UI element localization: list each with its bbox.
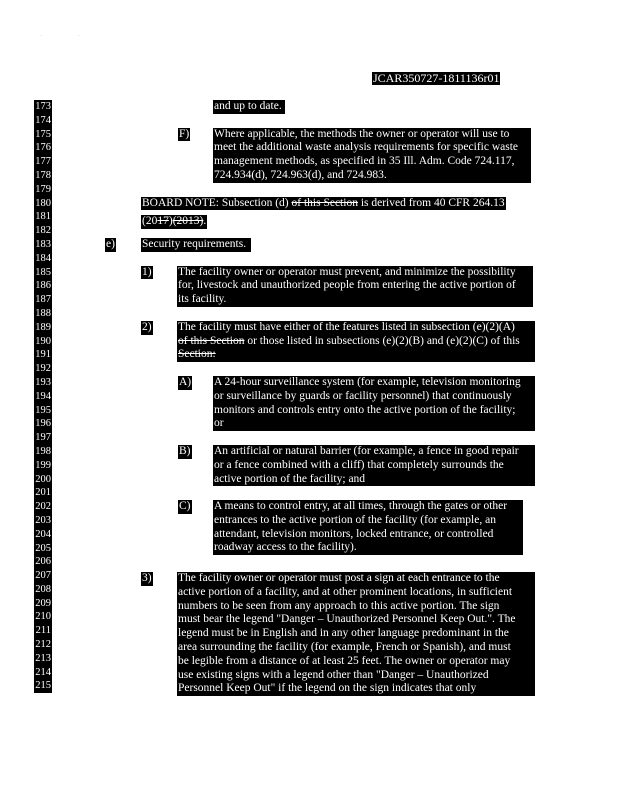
line-number: 186: [35, 280, 51, 292]
line-number: 185: [35, 266, 51, 278]
line-number: 206: [35, 556, 51, 568]
text-line: A means to control entry, at all times, through the gates or other: [214, 500, 508, 512]
line-number: 173: [35, 101, 51, 112]
line-number: 211: [35, 625, 51, 637]
text-line: attendant, television monitors, locked entrance, or controlled: [214, 527, 494, 540]
line-number: 207: [35, 570, 51, 582]
text-line: A 24-hour surveillance system (for example, television monitoring: [214, 376, 521, 388]
board-note-line-2: (2017)(2013).: [142, 215, 207, 228]
line-number: 175: [35, 128, 51, 140]
line-number: 204: [35, 528, 51, 540]
line-number: 193: [35, 376, 51, 388]
board-note: [141, 197, 526, 234]
text-line: numbers to be seen from any approach to this active portion. The sign: [178, 599, 500, 612]
document-id: JCAR350727-1811136r01: [373, 71, 500, 85]
paragraph-173: [213, 100, 285, 114]
board-note-line-1: BOARD NOTE: Subsection (d) of this Section is derived from 40 CFR 264.13: [142, 196, 505, 209]
text-line: Security requirements.: [142, 238, 247, 250]
line-number: 214: [35, 666, 51, 678]
line-number: 205: [35, 542, 51, 554]
line-number: 201: [35, 487, 51, 499]
line-number: 181: [35, 211, 51, 223]
text-line: must bear the legend "Danger – Unauthorized Personnel Keep Out.". The: [178, 613, 516, 626]
text-line: 724.934(d), 724.963(d), and 724.983.: [214, 168, 387, 181]
line-number: 179: [35, 183, 51, 195]
line-number: 208: [35, 583, 51, 595]
text-line: roadway access to the facility).: [214, 541, 357, 554]
line-number: 212: [35, 639, 51, 651]
text-line: An artificial or natural barrier (for example, a fence in good repair: [214, 445, 519, 457]
text-line: and up to date.: [214, 100, 282, 112]
text-line: management methods, as specified in 35 Ill. Adm. Code 724.117,: [214, 155, 515, 168]
line-number: 177: [35, 156, 51, 168]
item-label-b: B): [179, 445, 191, 457]
line-number: 215: [35, 680, 51, 692]
text-line: active portion of the facility; and: [214, 472, 366, 485]
text-line: its facility.: [178, 293, 227, 306]
line-number: 192: [35, 363, 51, 375]
text-line: or surveillance by guards or facility personnel) that continuously: [214, 389, 512, 402]
paragraph-e: [141, 238, 251, 252]
paragraph-3: [177, 572, 535, 696]
line-number: 178: [35, 169, 51, 181]
paragraph-b: [213, 445, 535, 486]
text-line: The facility owner or operator must post a sign at each entrance to the: [178, 572, 500, 584]
line-number: 203: [35, 514, 51, 526]
text-line: meet the additional waste analysis requirements for specific waste: [214, 141, 519, 154]
line-number: 199: [35, 459, 51, 471]
text-line: active portion of a facility, and at other prominent locations, in sufficient: [178, 585, 513, 598]
scan-mark: ·: [78, 33, 80, 40]
item-label-c: C): [179, 500, 191, 512]
line-number-column: [34, 100, 52, 693]
text-line: Personnel Keep Out" if the legend on the sign indicates that only: [178, 682, 477, 695]
text-line: area surrounding the facility (for example, French or Spanish), and must: [178, 640, 511, 653]
line-number: 184: [35, 252, 51, 264]
line-number: 197: [35, 432, 51, 444]
line-number: 189: [35, 321, 51, 333]
line-number: 176: [35, 142, 51, 154]
text-line: The facility owner or operator must prevent, and minimize the possibility: [178, 265, 516, 278]
item-label-f: F): [179, 127, 190, 140]
paragraph-f: [213, 128, 531, 183]
text-line: of this Section or those listed in subsections (e)(2)(B) and (e)(2)(C) of this: [178, 334, 520, 347]
line-number: 198: [35, 445, 51, 457]
text-line: or a fence combined with a cliff) that completely surrounds the: [214, 458, 504, 471]
line-number: 196: [35, 418, 51, 430]
text-line: use existing signs with a legend other than "Danger – Unauthorized: [178, 668, 489, 681]
item-label-e: e): [106, 238, 115, 250]
line-number: 209: [35, 597, 51, 609]
line-number: 210: [35, 611, 51, 623]
text-line: entrances to the active portion of the facility (for example, an: [214, 513, 496, 526]
text-line: for, livestock and unauthorized people from entering the active portion of: [178, 279, 516, 292]
text-line: or: [214, 417, 224, 430]
text-line: monitors and controls entry onto the active portion of the facility;: [214, 403, 516, 416]
paragraph-1: [177, 266, 533, 307]
line-number: 202: [35, 501, 51, 513]
item-label-2: 2): [142, 320, 152, 333]
text-line: legend must be in English and in any other language predominant in the: [178, 627, 509, 640]
line-number: 174: [35, 114, 51, 126]
item-label-1: 1): [142, 265, 152, 278]
line-number: 194: [35, 390, 51, 402]
text-line: Section:: [178, 348, 216, 361]
line-number: 191: [35, 349, 51, 361]
text-line: The facility must have either of the features listed in subsection (e)(2)(A): [178, 320, 515, 333]
line-number: 200: [35, 473, 51, 485]
item-label-a: A): [179, 376, 192, 388]
line-number: 195: [35, 404, 51, 416]
paragraph-2: [177, 321, 535, 362]
text-line: be legible from a distance of at least 25 feet. The owner or operator may: [178, 654, 511, 667]
paragraph-a: [213, 376, 535, 431]
line-number: 183: [35, 238, 51, 250]
line-number: 188: [35, 307, 51, 319]
paragraph-c: [213, 500, 523, 555]
text-line: Where applicable, the methods the owner or operator will use to: [214, 127, 510, 140]
line-number: 180: [35, 197, 51, 209]
line-number: 213: [35, 652, 51, 664]
item-label-3: 3): [142, 572, 152, 584]
scan-mark: ·: [40, 33, 42, 40]
line-number: 187: [35, 294, 51, 306]
line-number: 182: [35, 225, 51, 237]
line-number: 190: [35, 335, 51, 347]
